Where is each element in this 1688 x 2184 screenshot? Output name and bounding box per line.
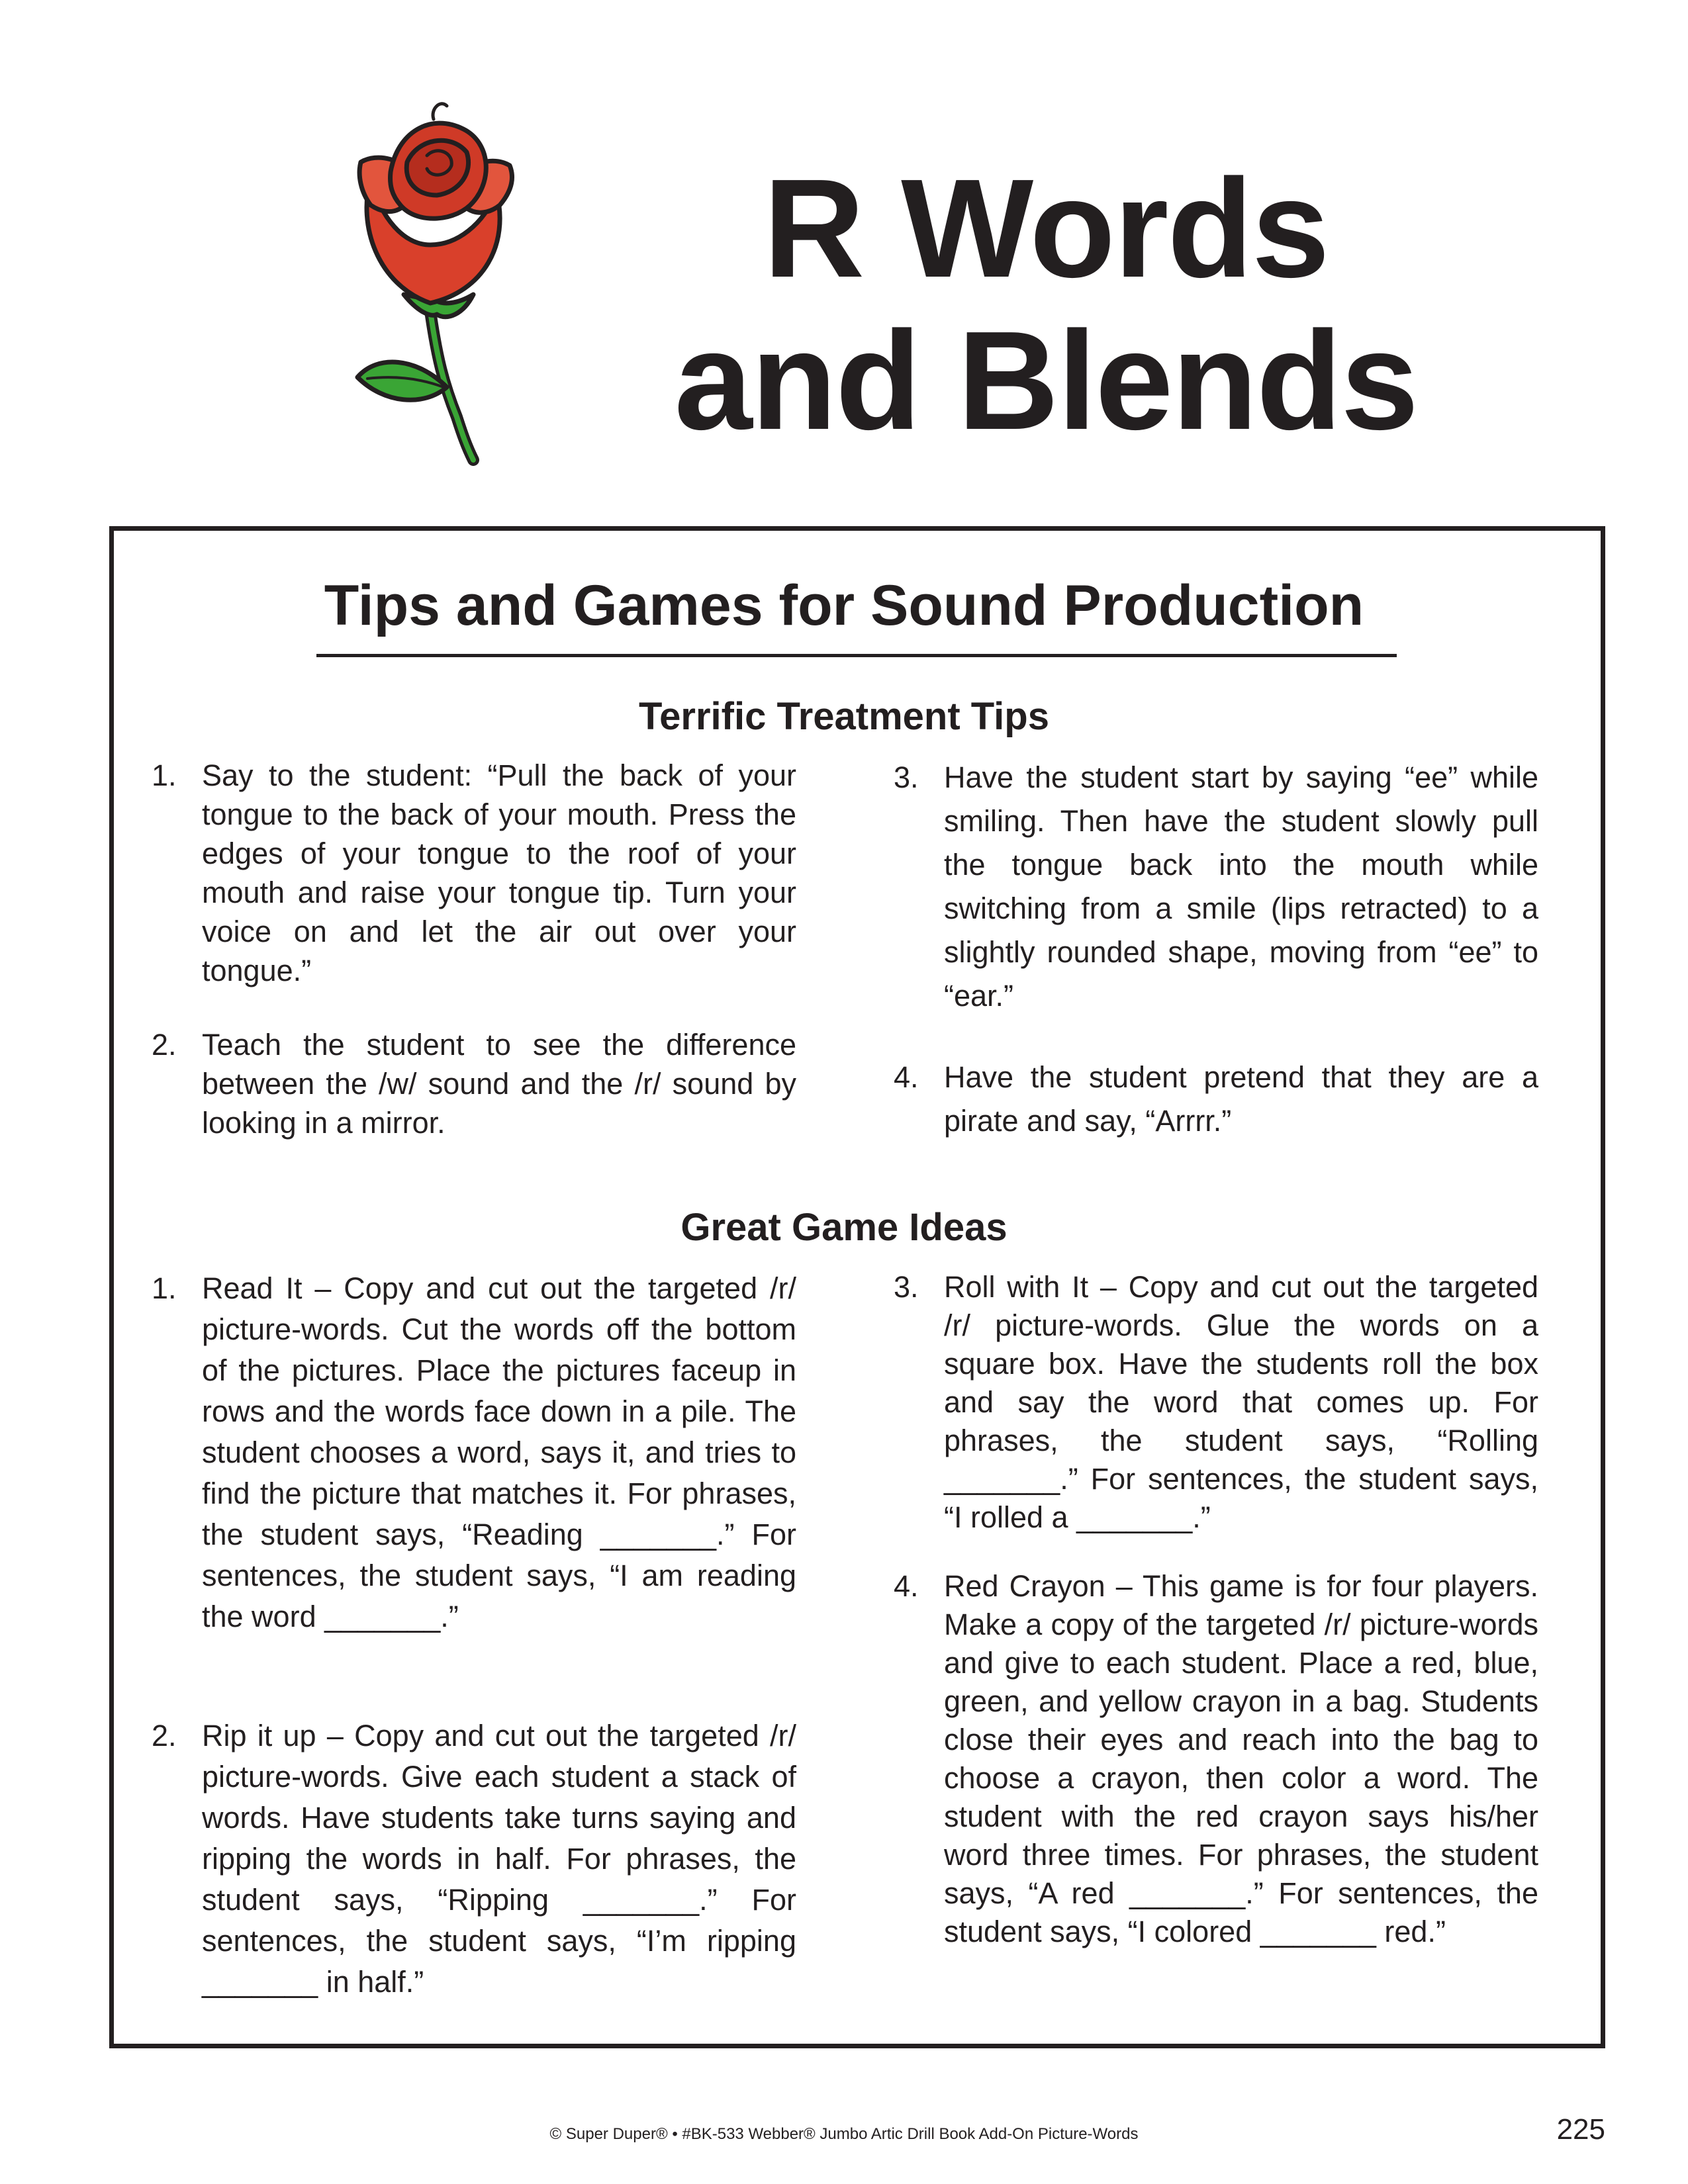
item-number: 3. <box>894 1270 919 1304</box>
item-text: Say to the student: “Pull the back of your tongue to the back of your mouth. Press the edges of your tongue to the roof of your mouth and raise your tongue tip. Turn your voice on and let the air out over your tongue.” <box>202 758 796 987</box>
game-item-3 <box>894 1268 1538 1537</box>
game-item-2 <box>152 1715 796 2003</box>
item-text: Teach the student to see the difference between the /w/ sound and the /r/ sound by looking in a mirror. <box>202 1028 796 1140</box>
games-heading: Great Game Ideas <box>680 1206 1008 1249</box>
item-number: 1. <box>152 758 177 792</box>
item-number: 4. <box>894 1569 919 1603</box>
item-text: Have the student pretend that they are a pirate and say, “Arrrr.” <box>944 1060 1538 1138</box>
item-number: 1. <box>152 1271 177 1305</box>
title-line-1: R Words <box>763 150 1329 306</box>
treatment-item-1 <box>152 756 796 990</box>
page-number: 225 <box>1556 2113 1605 2146</box>
item-text: Red Crayon – This game is for four players. Make a copy of the targeted /r/ picture-words and give to each student. Place a red, blue, green, and yellow crayon in a bag. Students close their eyes and reach into the bag to choose a crayon, then color a word. The student with the red crayon says his/her word three times. For phrases, the student says, “A red _______.” For sentences, the student says, “I colored _______ red.” <box>944 1569 1538 1948</box>
game-item-4 <box>894 1567 1538 1951</box>
treatment-item-2 <box>152 1025 796 1142</box>
item-number: 4. <box>894 1060 919 1094</box>
box-title: Tips and Games for Sound Production <box>324 574 1364 637</box>
treatment-item-4 <box>894 1056 1538 1143</box>
page-title <box>583 152 1509 457</box>
rose-icon <box>331 93 569 470</box>
title-line-2: and Blends <box>674 302 1418 459</box>
title-divider <box>316 654 1397 657</box>
game-item-1 <box>152 1268 796 1637</box>
item-number: 2. <box>152 1028 177 1062</box>
item-text: Rip it up – Copy and cut out the targeted /r/ picture-words. Give each student a stack of words. Have students take turns saying and ripping the words in half. For phrases, the student says, “Ripping _______.” For sentences, the student says, “I’m ripping _______ in half.” <box>202 1719 796 1999</box>
item-text: Roll with It – Copy and cut out the targeted /r/ picture-words. Glue the words on a square box. Have the students roll the box and say the word that comes up. For phrases, the student says, “Rolling _______.” For sentences, the student says, “I rolled a _______.” <box>944 1270 1538 1534</box>
treatment-heading: Terrific Treatment Tips <box>639 695 1049 738</box>
footer-credits: © Super Duper® • #BK-533 Webber® Jumbo Artic Drill Book Add-On Picture-Words <box>549 2125 1139 2143</box>
item-text: Read It – Copy and cut out the targeted /r/ picture-words. Cut the words off the bottom of the pictures. Place the pictures faceup in rows and the words face down in a pile. The student chooses a word, says it, and tries to find the picture that matches it. For phrases, the student says, “Reading _______.” For sentences, the student says, “I am reading the word _______.” <box>202 1271 796 1633</box>
item-number: 2. <box>152 1719 177 1752</box>
item-number: 3. <box>894 760 919 794</box>
treatment-item-3 <box>894 756 1538 1018</box>
item-text: Have the student start by saying “ee” while smiling. Then have the student slowly pull the tongue back into the mouth while switching from a smile (lips retracted) to a slightly rounded shape, moving from “ee” to “ear.” <box>944 760 1538 1013</box>
